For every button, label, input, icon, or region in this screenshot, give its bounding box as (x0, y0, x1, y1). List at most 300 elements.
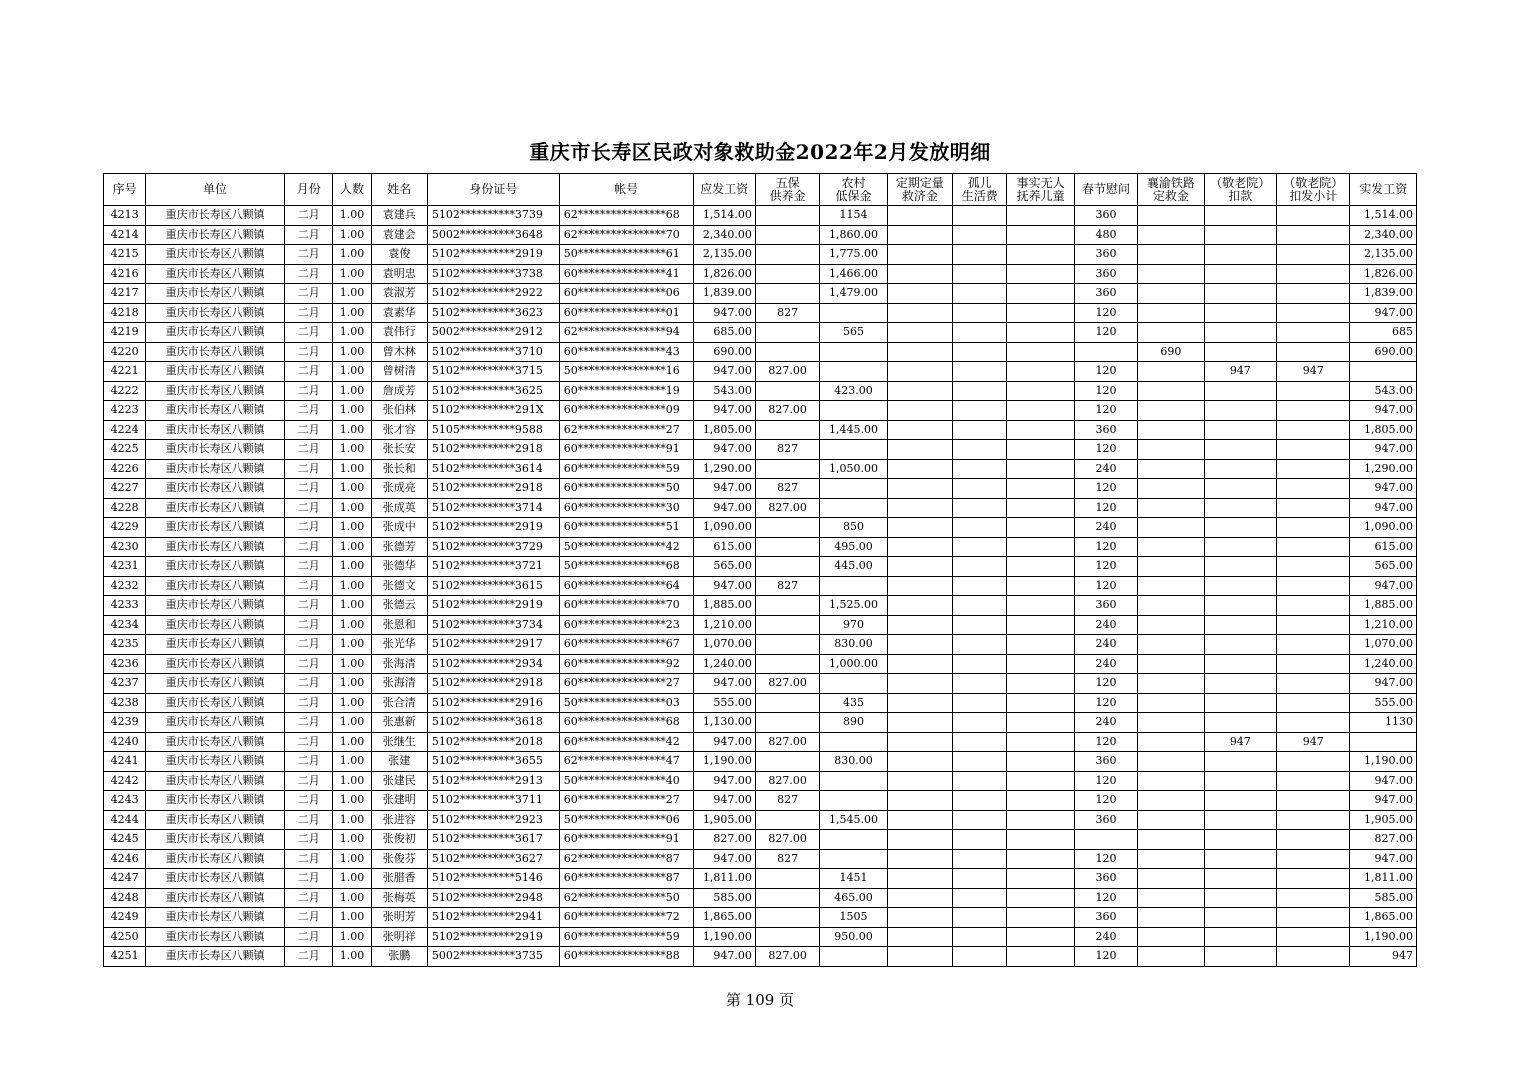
cell-guer (953, 284, 1007, 304)
cell-unit: 重庆市长寿区八颗镇 (146, 849, 285, 869)
cell-jinglao_deduct (1204, 225, 1276, 245)
cell-month: 二月 (285, 401, 333, 421)
cell-wuren (1007, 674, 1074, 694)
cell-seq: 4216 (104, 264, 146, 284)
cell-unit: 重庆市长寿区八颗镇 (146, 615, 285, 635)
cell-jinglao_sub (1277, 342, 1350, 362)
cell-name: 袁伟行 (371, 323, 427, 343)
cell-guer (953, 908, 1007, 928)
cell-xiangyu (1138, 869, 1204, 889)
cell-dibao (820, 342, 887, 362)
cell-actual: 2,340.00 (1350, 225, 1417, 245)
cell-dibao: 435 (820, 693, 887, 713)
cell-jinglao_deduct (1204, 537, 1276, 557)
cell-unit: 重庆市长寿区八颗镇 (146, 771, 285, 791)
cell-guer (953, 693, 1007, 713)
cell-wuren (1007, 771, 1074, 791)
table-row (104, 303, 1417, 323)
cell-month: 二月 (285, 459, 333, 479)
cell-account: 50****************16 (559, 362, 693, 382)
cell-seq: 4235 (104, 635, 146, 655)
cell-jinglao_sub (1277, 557, 1350, 577)
cell-id: 5102**********3739 (427, 206, 559, 226)
cell-chunjie: 120 (1074, 771, 1137, 791)
cell-id: 5102**********2913 (427, 771, 559, 791)
cell-jinglao_sub (1277, 654, 1350, 674)
relief-fund-table (103, 173, 1417, 967)
cell-wuren (1007, 303, 1074, 323)
cell-actual: 947.00 (1350, 498, 1417, 518)
cell-due: 947.00 (693, 732, 755, 752)
cell-id: 5102**********3615 (427, 576, 559, 596)
cell-xiangyu (1138, 557, 1204, 577)
cell-unit: 重庆市长寿区八颗镇 (146, 674, 285, 694)
cell-actual: 1,811.00 (1350, 869, 1417, 889)
cell-month: 二月 (285, 732, 333, 752)
cell-name: 张海清 (371, 674, 427, 694)
cell-name: 张德华 (371, 557, 427, 577)
cell-unit: 重庆市长寿区八颗镇 (146, 206, 285, 226)
cell-wuren (1007, 498, 1074, 518)
cell-jinglao_sub (1277, 830, 1350, 850)
table-body (104, 206, 1417, 967)
cell-id: 5002**********2912 (427, 323, 559, 343)
cell-xiangyu (1138, 264, 1204, 284)
table-row (104, 518, 1417, 538)
cell-dingqi (887, 615, 952, 635)
table-row (104, 693, 1417, 713)
cell-chunjie: 120 (1074, 557, 1137, 577)
cell-guer (953, 654, 1007, 674)
cell-seq: 4250 (104, 927, 146, 947)
cell-dibao (820, 479, 887, 499)
cell-jinglao_deduct (1204, 401, 1276, 421)
cell-name: 曾木林 (371, 342, 427, 362)
cell-wuren (1007, 440, 1074, 460)
cell-month: 二月 (285, 381, 333, 401)
cell-dibao: 495.00 (820, 537, 887, 557)
cell-account: 60****************88 (559, 947, 693, 967)
cell-wubao (755, 323, 819, 343)
cell-xiangyu (1138, 206, 1204, 226)
cell-wuren (1007, 479, 1074, 499)
cell-name: 张光华 (371, 635, 427, 655)
cell-wuren (1007, 264, 1074, 284)
cell-dibao (820, 791, 887, 811)
cell-dingqi (887, 849, 952, 869)
cell-jinglao_deduct (1204, 654, 1276, 674)
cell-dingqi (887, 654, 952, 674)
cell-wuren (1007, 615, 1074, 635)
cell-chunjie: 120 (1074, 674, 1137, 694)
cell-unit: 重庆市长寿区八颗镇 (146, 596, 285, 616)
table-header-row (104, 174, 1417, 206)
cell-jinglao_sub (1277, 323, 1350, 343)
cell-account: 62****************87 (559, 849, 693, 869)
cell-account: 60****************64 (559, 576, 693, 596)
cell-month: 二月 (285, 927, 333, 947)
cell-actual: 2,135.00 (1350, 245, 1417, 265)
cell-chunjie: 120 (1074, 947, 1137, 967)
table-row (104, 596, 1417, 616)
table-row (104, 732, 1417, 752)
cell-seq: 4251 (104, 947, 146, 967)
cell-dingqi (887, 264, 952, 284)
cell-wubao: 827 (755, 849, 819, 869)
cell-dingqi (887, 284, 952, 304)
cell-unit: 重庆市长寿区八颗镇 (146, 498, 285, 518)
cell-actual: 1,210.00 (1350, 615, 1417, 635)
cell-chunjie: 120 (1074, 479, 1137, 499)
cell-jinglao_deduct (1204, 947, 1276, 967)
cell-people: 1.00 (333, 908, 371, 928)
cell-due: 1,240.00 (693, 654, 755, 674)
cell-guer (953, 440, 1007, 460)
cell-dingqi (887, 693, 952, 713)
cell-people: 1.00 (333, 264, 371, 284)
cell-jinglao_deduct (1204, 206, 1276, 226)
cell-dingqi (887, 771, 952, 791)
cell-actual: 1,070.00 (1350, 635, 1417, 655)
cell-dibao: 465.00 (820, 888, 887, 908)
cell-dibao (820, 303, 887, 323)
cell-month: 二月 (285, 635, 333, 655)
cell-seq: 4249 (104, 908, 146, 928)
table-row (104, 498, 1417, 518)
table-row (104, 615, 1417, 635)
cell-people: 1.00 (333, 459, 371, 479)
cell-chunjie: 240 (1074, 459, 1137, 479)
cell-people: 1.00 (333, 576, 371, 596)
cell-wuren (1007, 381, 1074, 401)
cell-id: 5105**********9588 (427, 420, 559, 440)
cell-people: 1.00 (333, 557, 371, 577)
cell-due: 827.00 (693, 830, 755, 850)
cell-month: 二月 (285, 479, 333, 499)
cell-month: 二月 (285, 869, 333, 889)
cell-account: 62****************50 (559, 888, 693, 908)
cell-jinglao_deduct (1204, 518, 1276, 538)
cell-month: 二月 (285, 323, 333, 343)
cell-actual: 947 (1350, 947, 1417, 967)
cell-jinglao_sub (1277, 381, 1350, 401)
cell-account: 60****************72 (559, 908, 693, 928)
cell-wubao (755, 615, 819, 635)
cell-month: 二月 (285, 557, 333, 577)
column-header-unit: 单位 (146, 174, 285, 206)
cell-id: 5102**********3715 (427, 362, 559, 382)
column-header-jinglao_sub: （敬老院） 扣发小计 (1277, 174, 1350, 206)
cell-name: 詹成芳 (371, 381, 427, 401)
cell-month: 二月 (285, 888, 333, 908)
cell-jinglao_sub (1277, 635, 1350, 655)
cell-actual: 947.00 (1350, 771, 1417, 791)
cell-name: 张俊芬 (371, 849, 427, 869)
cell-unit: 重庆市长寿区八颗镇 (146, 693, 285, 713)
cell-jinglao_deduct (1204, 810, 1276, 830)
cell-name: 袁素华 (371, 303, 427, 323)
cell-month: 二月 (285, 206, 333, 226)
cell-people: 1.00 (333, 342, 371, 362)
cell-unit: 重庆市长寿区八颗镇 (146, 791, 285, 811)
cell-id: 5102**********2922 (427, 284, 559, 304)
cell-id: 5102**********3618 (427, 713, 559, 733)
cell-wuren (1007, 947, 1074, 967)
cell-dibao: 1154 (820, 206, 887, 226)
table-row (104, 459, 1417, 479)
table-row (104, 713, 1417, 733)
cell-unit: 重庆市长寿区八颗镇 (146, 264, 285, 284)
cell-due: 1,885.00 (693, 596, 755, 616)
cell-unit: 重庆市长寿区八颗镇 (146, 713, 285, 733)
cell-dingqi (887, 674, 952, 694)
cell-people: 1.00 (333, 693, 371, 713)
cell-name: 张梅英 (371, 888, 427, 908)
cell-jinglao_sub (1277, 284, 1350, 304)
cell-account: 60****************23 (559, 615, 693, 635)
cell-seq: 4213 (104, 206, 146, 226)
cell-wuren (1007, 459, 1074, 479)
cell-due: 947.00 (693, 479, 755, 499)
cell-dingqi (887, 498, 952, 518)
cell-people: 1.00 (333, 771, 371, 791)
cell-wubao (755, 537, 819, 557)
cell-due: 685.00 (693, 323, 755, 343)
cell-wubao: 827.00 (755, 947, 819, 967)
column-header-account: 帐号 (559, 174, 693, 206)
cell-chunjie: 360 (1074, 420, 1137, 440)
column-header-wubao: 五保 供养金 (755, 174, 819, 206)
cell-unit: 重庆市长寿区八颗镇 (146, 401, 285, 421)
cell-due: 543.00 (693, 381, 755, 401)
cell-name: 张海清 (371, 654, 427, 674)
cell-wubao (755, 381, 819, 401)
cell-wubao (755, 284, 819, 304)
table-row (104, 791, 1417, 811)
cell-wubao (755, 342, 819, 362)
cell-seq: 4217 (104, 284, 146, 304)
cell-jinglao_sub (1277, 264, 1350, 284)
cell-people: 1.00 (333, 869, 371, 889)
cell-people: 1.00 (333, 323, 371, 343)
cell-month: 二月 (285, 693, 333, 713)
cell-jinglao_deduct (1204, 459, 1276, 479)
cell-people: 1.00 (333, 245, 371, 265)
table-row (104, 479, 1417, 499)
cell-seq: 4244 (104, 810, 146, 830)
cell-actual: 1,805.00 (1350, 420, 1417, 440)
cell-account: 60****************68 (559, 713, 693, 733)
cell-month: 二月 (285, 908, 333, 928)
cell-jinglao_deduct (1204, 557, 1276, 577)
cell-seq: 4246 (104, 849, 146, 869)
cell-wubao: 827.00 (755, 674, 819, 694)
cell-wuren (1007, 245, 1074, 265)
cell-actual: 947.00 (1350, 479, 1417, 499)
cell-xiangyu (1138, 908, 1204, 928)
page-number: 第 109 页 (725, 991, 795, 1009)
cell-chunjie: 480 (1074, 225, 1137, 245)
cell-xiangyu (1138, 459, 1204, 479)
cell-name: 张惠新 (371, 713, 427, 733)
cell-dibao: 830.00 (820, 752, 887, 772)
cell-dibao: 445.00 (820, 557, 887, 577)
cell-chunjie: 240 (1074, 713, 1137, 733)
cell-due: 947.00 (693, 498, 755, 518)
cell-wuren (1007, 635, 1074, 655)
cell-guer (953, 381, 1007, 401)
cell-name: 张明芳 (371, 908, 427, 928)
cell-dibao: 1505 (820, 908, 887, 928)
cell-seq: 4243 (104, 791, 146, 811)
cell-wuren (1007, 869, 1074, 889)
cell-wubao: 827.00 (755, 830, 819, 850)
cell-account: 60****************06 (559, 284, 693, 304)
cell-jinglao_deduct (1204, 342, 1276, 362)
cell-id: 5102**********3729 (427, 537, 559, 557)
table-row (104, 225, 1417, 245)
cell-chunjie: 120 (1074, 362, 1137, 382)
cell-wubao (755, 264, 819, 284)
cell-guer (953, 264, 1007, 284)
cell-wuren (1007, 362, 1074, 382)
cell-guer (953, 830, 1007, 850)
cell-jinglao_sub (1277, 206, 1350, 226)
cell-actual: 1,190.00 (1350, 927, 1417, 947)
cell-guer (953, 615, 1007, 635)
table-row (104, 206, 1417, 226)
column-header-dingqi: 定期定量 救济金 (887, 174, 952, 206)
cell-wubao: 827 (755, 576, 819, 596)
cell-xiangyu (1138, 635, 1204, 655)
cell-due: 1,190.00 (693, 927, 755, 947)
cell-xiangyu (1138, 323, 1204, 343)
cell-wubao (755, 927, 819, 947)
cell-chunjie (1074, 830, 1137, 850)
cell-month: 二月 (285, 596, 333, 616)
cell-seq: 4248 (104, 888, 146, 908)
cell-jinglao_sub (1277, 713, 1350, 733)
cell-unit: 重庆市长寿区八颗镇 (146, 303, 285, 323)
cell-jinglao_deduct (1204, 596, 1276, 616)
cell-people: 1.00 (333, 947, 371, 967)
cell-xiangyu (1138, 654, 1204, 674)
cell-seq: 4241 (104, 752, 146, 772)
cell-xiangyu (1138, 752, 1204, 772)
cell-xiangyu (1138, 713, 1204, 733)
cell-account: 50****************06 (559, 810, 693, 830)
cell-seq: 4227 (104, 479, 146, 499)
cell-xiangyu (1138, 810, 1204, 830)
cell-name: 张成英 (371, 498, 427, 518)
cell-xiangyu (1138, 830, 1204, 850)
cell-chunjie: 360 (1074, 264, 1137, 284)
cell-seq: 4215 (104, 245, 146, 265)
cell-actual: 1,885.00 (1350, 596, 1417, 616)
cell-id: 5102**********3721 (427, 557, 559, 577)
cell-guer (953, 459, 1007, 479)
cell-wuren (1007, 654, 1074, 674)
cell-actual: 1,826.00 (1350, 264, 1417, 284)
cell-due: 2,135.00 (693, 245, 755, 265)
cell-jinglao_deduct (1204, 498, 1276, 518)
cell-dingqi (887, 732, 952, 752)
cell-wuren (1007, 518, 1074, 538)
cell-chunjie: 120 (1074, 323, 1137, 343)
cell-jinglao_sub (1277, 927, 1350, 947)
cell-jinglao_deduct (1204, 849, 1276, 869)
cell-jinglao_sub (1277, 693, 1350, 713)
cell-dingqi (887, 303, 952, 323)
cell-account: 62****************47 (559, 752, 693, 772)
cell-month: 二月 (285, 576, 333, 596)
cell-guer (953, 206, 1007, 226)
cell-due: 947.00 (693, 576, 755, 596)
table-row (104, 420, 1417, 440)
cell-seq: 4242 (104, 771, 146, 791)
cell-name: 张成中 (371, 518, 427, 538)
cell-unit: 重庆市长寿区八颗镇 (146, 459, 285, 479)
cell-due: 947.00 (693, 303, 755, 323)
cell-chunjie (1074, 342, 1137, 362)
table-row (104, 381, 1417, 401)
cell-guer (953, 342, 1007, 362)
cell-xiangyu (1138, 537, 1204, 557)
cell-seq: 4218 (104, 303, 146, 323)
cell-jinglao_sub (1277, 615, 1350, 635)
cell-people: 1.00 (333, 225, 371, 245)
cell-people: 1.00 (333, 479, 371, 499)
column-header-jinglao_deduct: （敬老院） 扣款 (1204, 174, 1276, 206)
cell-wubao (755, 518, 819, 538)
cell-people: 1.00 (333, 498, 371, 518)
cell-wubao (755, 245, 819, 265)
cell-unit: 重庆市长寿区八颗镇 (146, 830, 285, 850)
cell-wuren (1007, 732, 1074, 752)
table-row (104, 752, 1417, 772)
cell-jinglao_deduct (1204, 830, 1276, 850)
cell-jinglao_deduct (1204, 381, 1276, 401)
cell-dingqi (887, 420, 952, 440)
cell-actual: 543.00 (1350, 381, 1417, 401)
cell-month: 二月 (285, 654, 333, 674)
table-row (104, 576, 1417, 596)
cell-seq: 4233 (104, 596, 146, 616)
table-row (104, 557, 1417, 577)
cell-due: 1,839.00 (693, 284, 755, 304)
cell-id: 5102**********2917 (427, 635, 559, 655)
cell-account: 50****************03 (559, 693, 693, 713)
cell-due: 947.00 (693, 674, 755, 694)
table-row (104, 674, 1417, 694)
cell-xiangyu (1138, 518, 1204, 538)
cell-guer (953, 791, 1007, 811)
cell-month: 二月 (285, 947, 333, 967)
cell-chunjie: 120 (1074, 537, 1137, 557)
table-row (104, 401, 1417, 421)
cell-seq: 4234 (104, 615, 146, 635)
cell-actual: 827.00 (1350, 830, 1417, 850)
cell-account: 60****************27 (559, 791, 693, 811)
cell-jinglao_sub (1277, 303, 1350, 323)
cell-unit: 重庆市长寿区八颗镇 (146, 537, 285, 557)
cell-account: 60****************91 (559, 830, 693, 850)
cell-account: 60****************42 (559, 732, 693, 752)
cell-jinglao_deduct (1204, 303, 1276, 323)
cell-unit: 重庆市长寿区八颗镇 (146, 479, 285, 499)
cell-name: 张建民 (371, 771, 427, 791)
cell-jinglao_deduct (1204, 869, 1276, 889)
